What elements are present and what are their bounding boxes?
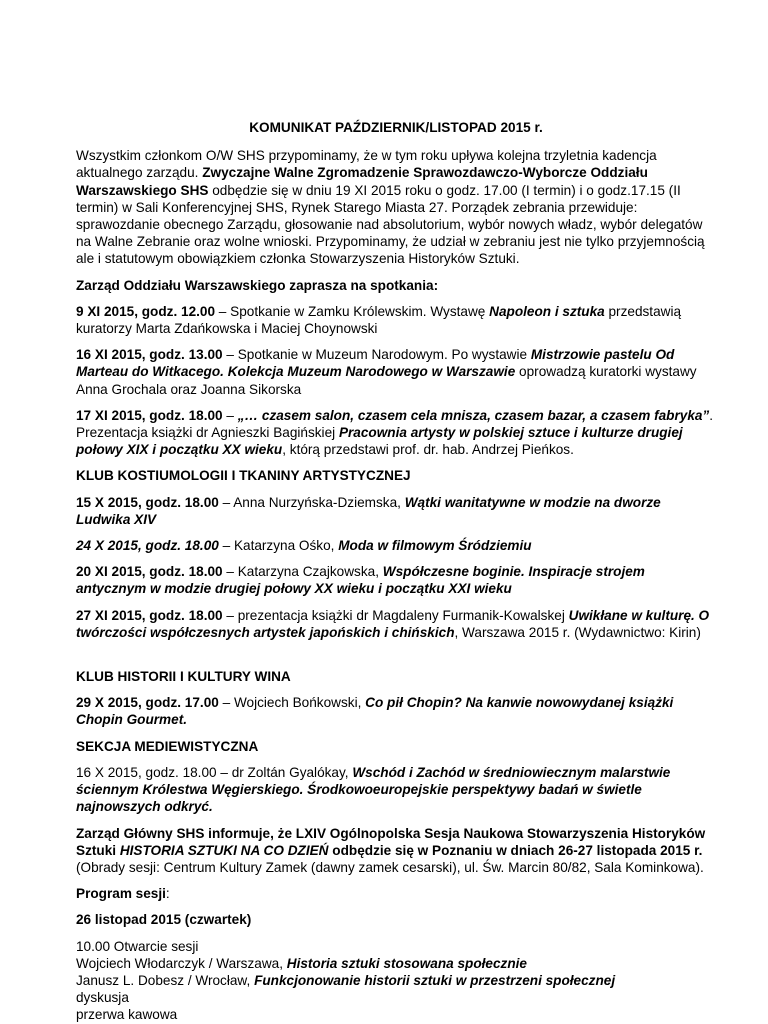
event-text: oprowadzą kuratorki wystawy Anna Grochala oraz Joanna Sikorska [76, 364, 697, 397]
event-text: – Wojciech Bońkowski, [218, 695, 366, 711]
event-text: , którą przedstawi prof. dr. hab. Andrzej Pieńkos. [282, 442, 574, 458]
event-text: 16 X 2015, godz. 18.00 – dr Zoltán Gyalókay, [76, 764, 353, 780]
intro-bold: Zwyczajne Walne Zgromadzenie Sprawozdawczo-Wyborcze Oddziału Warszawskiego SHS [76, 165, 648, 198]
event-date: 27 XI 2015, godz. 18.00 [76, 607, 223, 623]
event-text: – Katarzyna Ośko, [218, 538, 339, 554]
congress-title: HISTORIA SZTUKI NA CO DZIEŃ [119, 842, 329, 858]
event-title: Wschód i Zachód w średniowiecznym malarstwie ściennym Królestwa Węgierskiego. Środkowoeuropejskie perspektywy badań w świetle najnowszych odkryć. [76, 764, 671, 815]
program-line: 10.00 Otwarcie sesji [76, 938, 199, 954]
event-text: . Prezentacja książki dr Agnieszki Bagińskiej [76, 407, 714, 441]
event-text: , Warszawa 2015 r. (Wydawnictwo: Kirin) [454, 624, 701, 640]
event-title: Wątki wanitatywne w modzie na dworze Ludwika XIV [76, 494, 661, 527]
costume-event-1 [76, 494, 716, 528]
costume-event-2 [76, 537, 716, 554]
event-text: – Anna Nurzyńska-Dziemska, [218, 494, 405, 510]
program-heading-text: Program sesji [76, 886, 166, 902]
event-title: Co pił Chopin? Na kanwie nowowydanej książki Chopin Gourmet. [76, 695, 674, 728]
program-line [76, 955, 716, 972]
congress-venue: (Obrady sesji: Centrum Kultury Zamek (dawny zamek cesarski), ul. Św. Marcin 80/82, Sala Kominkowa). [76, 859, 704, 875]
event-date: 9 XI 2015, godz. 12.00 [76, 303, 216, 319]
event-date: 24 X 2015, godz. 18.00 [76, 538, 219, 554]
event-date: 20 XI 2015, godz. 18.00 [76, 564, 223, 580]
event-title: Napoleon i sztuka [489, 303, 605, 319]
event-date: 17 XI 2015, godz. 18.00 [76, 407, 223, 423]
program-line: przerwa kawowa [76, 1007, 178, 1023]
event-text: – Spotkanie w Zamku Królewskim. Wystawę [215, 303, 490, 319]
intro-paragraph [76, 147, 716, 267]
document-title: KOMUNIKAT PAŹDZIERNIK/LISTOPAD 2015 r. [249, 120, 543, 135]
event-text: – Katarzyna Czajkowska, [222, 564, 383, 580]
program-day-1: 26 listopad 2015 (czwartek) [76, 912, 252, 928]
program-heading-colon: : [165, 886, 170, 902]
event-text: – prezentacja książki dr Magdaleny Furmanik-Kowalskej [222, 607, 569, 623]
medieval-heading: SEKCJA MEDIEWISTYCZNA [76, 738, 259, 754]
wine-event-1 [76, 694, 716, 728]
costume-club-heading: KLUB KOSTIUMOLOGII I TKANINY ARTYSTYCZNEJ [76, 468, 411, 484]
talk-title: Historia sztuki stosowana społecznie [286, 955, 527, 971]
costume-event-3 [76, 563, 716, 597]
costume-event-4 [76, 607, 716, 641]
speaker: Janusz L. Dobesz / Wrocław, [76, 972, 255, 988]
program-heading [76, 885, 716, 902]
book-title: Pracownia artysty w polskiej sztuce i kulturze drugiej połowy XIX i początku XX wieku [76, 425, 683, 458]
program-line: dyskusja [76, 990, 129, 1006]
event-3 [76, 407, 716, 459]
event-title: Moda w filmowym Śródziemiu [338, 538, 532, 554]
congress-paragraph [76, 825, 716, 877]
event-text: – Spotkanie w Muzeum Narodowym. Po wystawie [222, 347, 531, 363]
document-page [76, 119, 716, 1024]
event-date: 15 X 2015, godz. 18.00 [76, 494, 219, 510]
speaker: Wojciech Włodarczyk / Warszawa, [76, 955, 287, 971]
book-title: Uwikłane w kulturę. O twórczości współczesnych artystek japońskich i chińskich [76, 607, 710, 640]
medieval-event-1 [76, 764, 716, 816]
event-text: przedstawią kuratorzy Marta Zdańkowska i Maciej Choynowski [76, 303, 682, 337]
program-line [76, 972, 716, 989]
intro-text-2: odbędzie się w dniu 19 XI 2015 roku o godz. 17.00 (I termin) i o godz.17.15 (II termin) w Sali Konferencyjnej SHS, Rynek Starego Miasta 27. Porządek zebrania przewiduje: sprawozdanie obecnego Zarządu, głosowanie nad absolutorium, wybór nowych władz, wybór delegatów na Walne Zebranie oraz wolne wnioski. Przypominamy, że udział w zebraniu jest nie tylko przyjemnością ale i statutowym obowiązkiem członka Stowarzyszenia Historyków Sztuki. [76, 182, 705, 267]
event-date: 16 XI 2015, godz. 13.00 [76, 347, 223, 363]
congress-text: odbędzie się w Poznaniu w dniach 26-27 listopada 2015 r. [328, 842, 703, 858]
congress-text: Zarząd Główny SHS informuje, że LXIV Ogólnopolska Sesja Naukowa Stowarzyszenia Historyków Sztuki [76, 825, 706, 858]
board-heading: Zarząd Oddziału Warszawskiego zaprasza na spotkania: [76, 277, 439, 293]
event-title: Mistrzowie pastelu Od Marteau do Witkacego. Kolekcja Muzeum Narodowego w Warszawie [76, 347, 675, 380]
event-text: – [222, 407, 238, 423]
event-date: 29 X 2015, godz. 17.00 [76, 695, 219, 711]
wine-club-heading: KLUB HISTORII I KULTURY WINA [76, 669, 291, 685]
event-2 [76, 346, 716, 398]
spacer [76, 650, 716, 668]
event-1 [76, 303, 716, 337]
event-title: „… czasem salon, czasem cela mnisza, czasem bazar, a czasem fabryka” [237, 407, 710, 423]
talk-title: Funkcjonowanie historii sztuki w przestrzeni społecznej [254, 972, 616, 988]
intro-text: Wszystkim członkom O/W SHS przypominamy, że w tym roku upływa kolejna trzyletnia kadencja aktualnego zarządu. [76, 148, 657, 181]
event-title: Współczesne boginie. Inspiracje strojem antycznym w modzie drugiej połowy XX wieku i początku XXI wieku [76, 564, 645, 597]
